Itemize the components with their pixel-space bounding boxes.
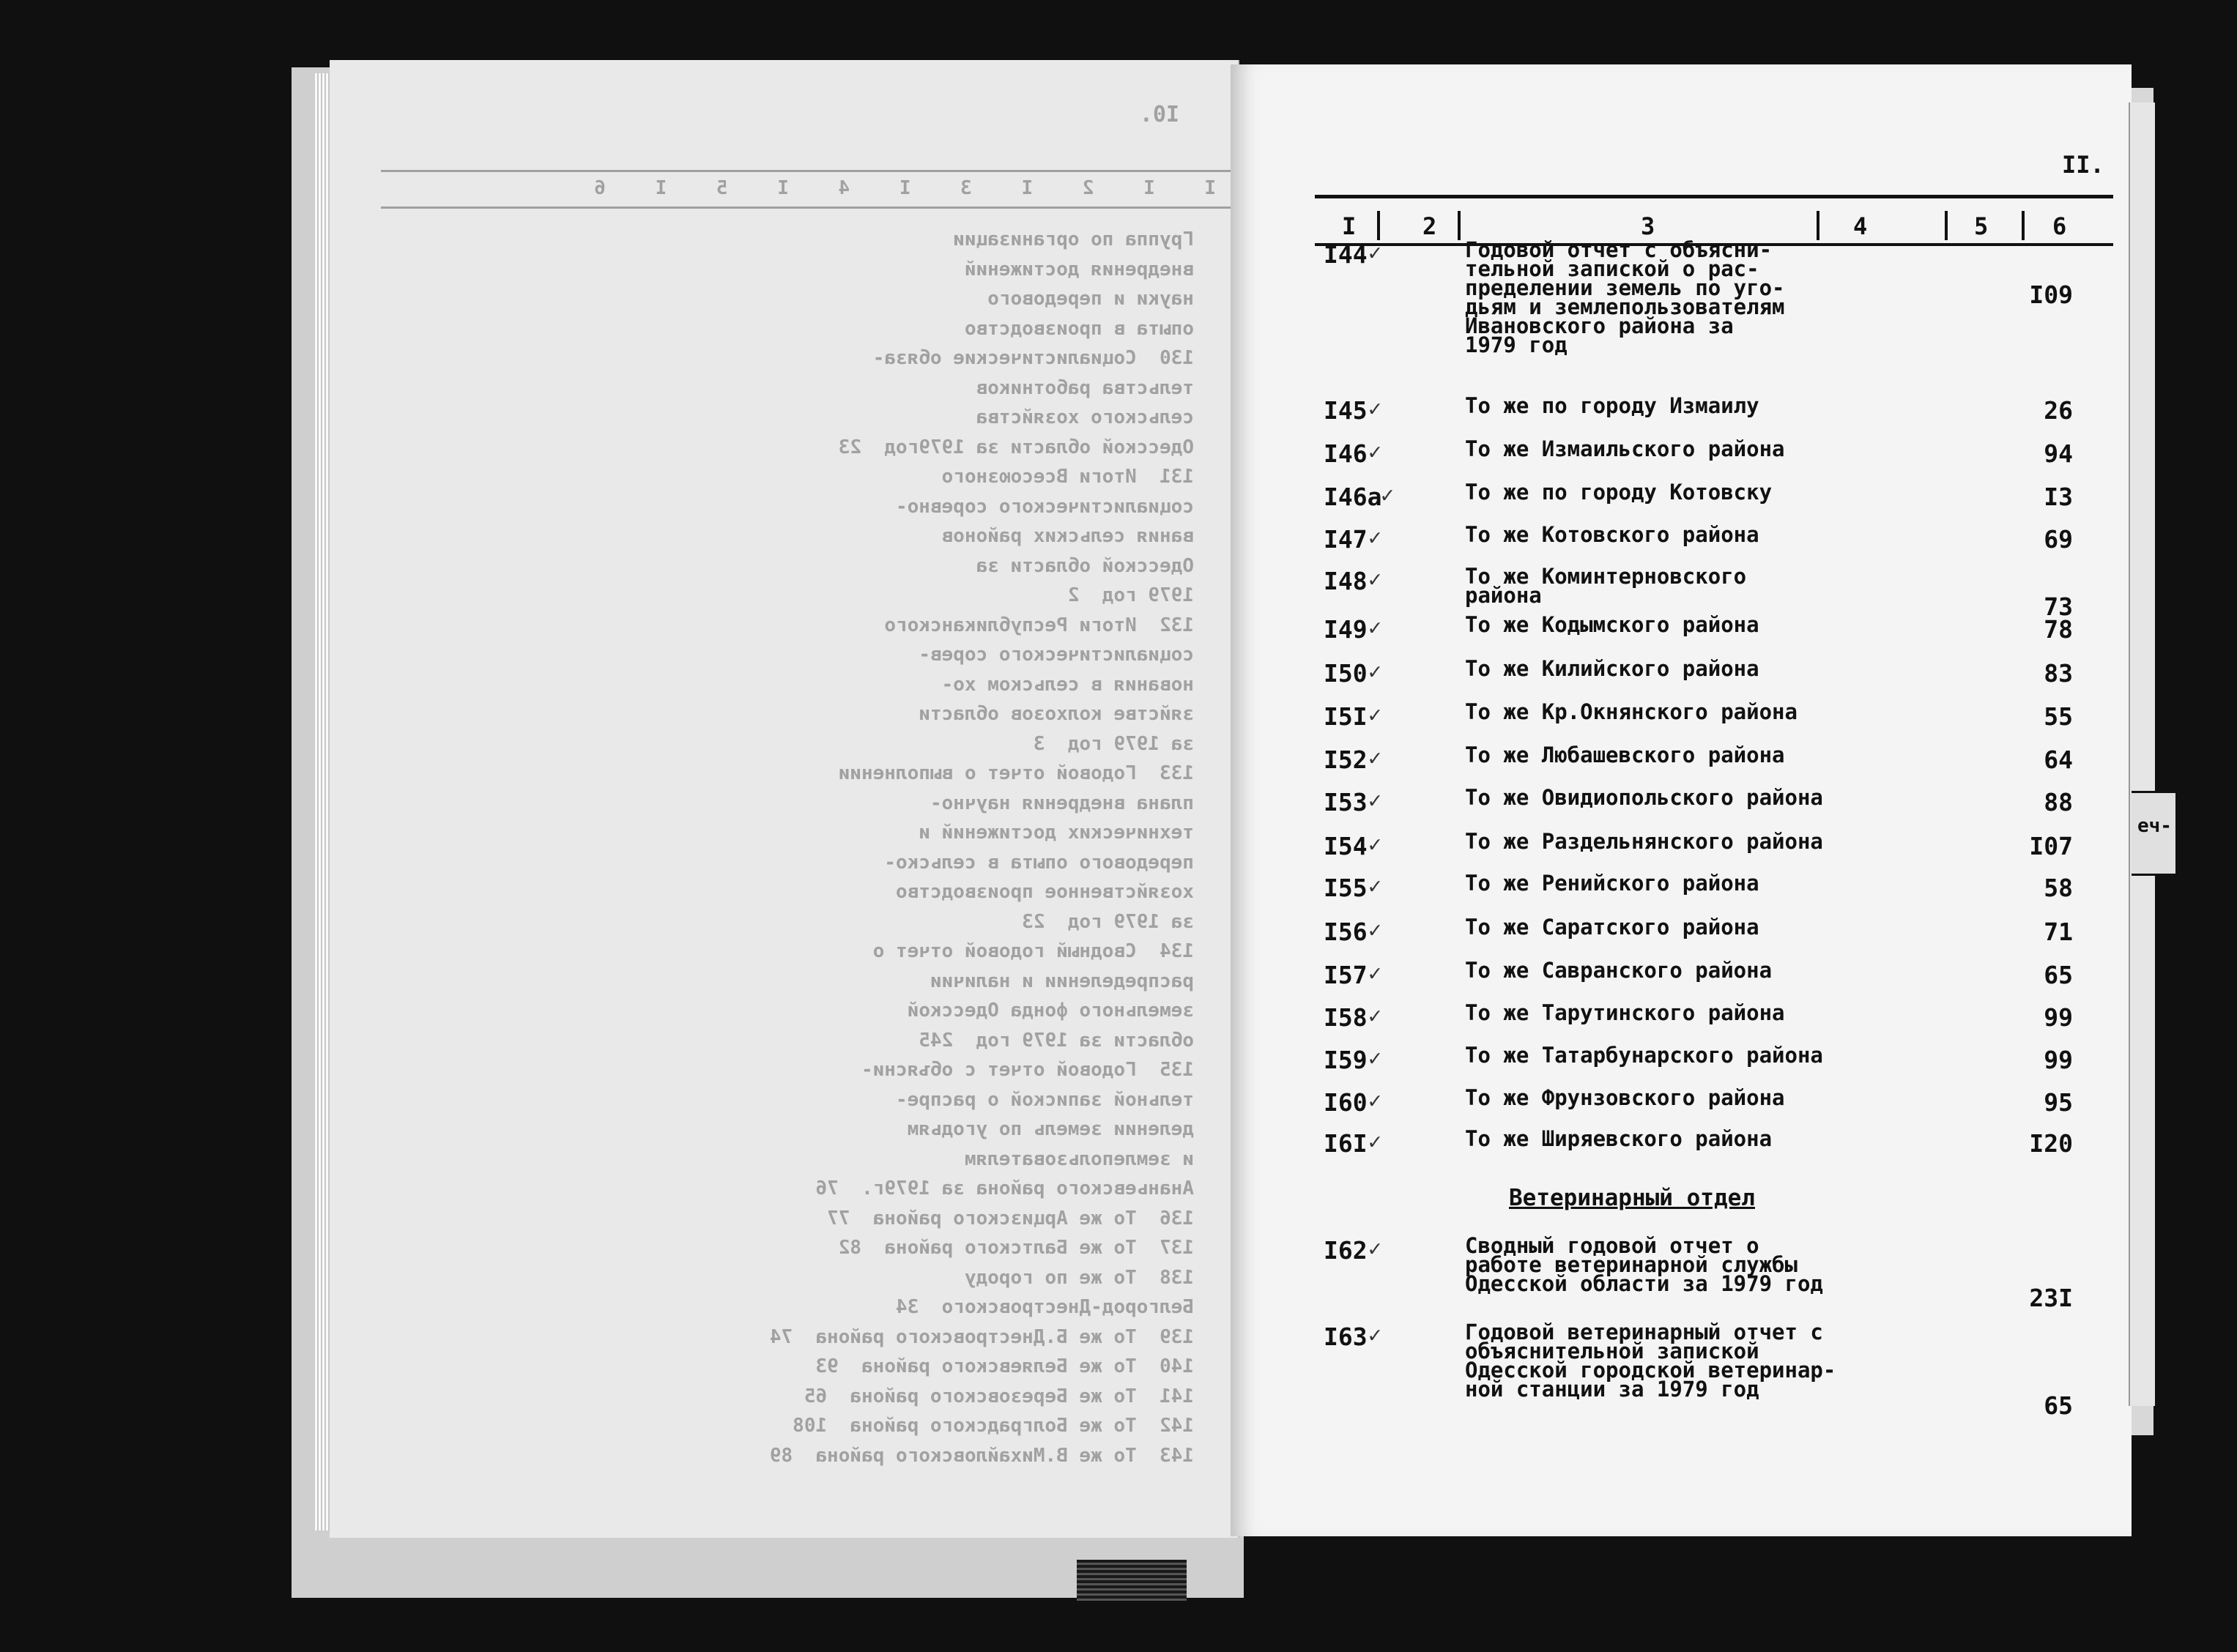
ghost-line: зяйстве колхозов области — [919, 703, 1194, 725]
entry-number: I49 — [1324, 615, 1368, 644]
ghost-line: 140 То же Беляевского района 93 — [815, 1355, 1194, 1377]
checkmark-icon: ✓ — [1368, 788, 1382, 814]
ghost-line: тельной запиской о распре- — [896, 1088, 1194, 1111]
sheet-count: 69 — [2044, 525, 2073, 554]
checkmark-icon: ✓ — [1368, 525, 1382, 551]
ghost-line: социалистического сорев- — [919, 644, 1194, 666]
entry-number: I57 — [1324, 961, 1368, 989]
ghost-line: тельства работников — [976, 376, 1194, 399]
col-sep — [1377, 211, 1380, 240]
checkmark-icon: ✓ — [1368, 1088, 1382, 1114]
sheet-count: 83 — [2044, 659, 2073, 688]
ghost-line: 131 Итоги Всесоюзного — [941, 466, 1194, 488]
entry-number: I62 — [1324, 1236, 1368, 1265]
col-header-4: 4 — [1853, 212, 1868, 240]
ghost-line: внедрения достижений — [964, 258, 1194, 280]
ghost-line: Одесской области за 1979год 23 — [838, 436, 1194, 458]
col-sep — [1817, 211, 1819, 240]
ghost-line: опыта в производство — [964, 317, 1194, 340]
left-page — [330, 60, 1239, 1538]
entry-number: I53 — [1324, 788, 1368, 816]
entry-description: То же Ширяевского района — [1465, 1126, 1773, 1151]
checkmark-icon: ✓ — [1368, 240, 1382, 266]
ghost-line: 137 То же Балтского района 82 — [838, 1237, 1194, 1259]
checkmark-icon: ✓ — [1368, 832, 1382, 857]
sheet-count: 99 — [2044, 1003, 2073, 1032]
checkmark-icon: ✓ — [1368, 702, 1382, 728]
checkmark-icon: ✓ — [1368, 439, 1382, 465]
entry-number: I44 — [1324, 240, 1368, 269]
entry-number: I47 — [1324, 525, 1368, 554]
ghost-line: и землепользователям — [964, 1147, 1194, 1170]
col-sep — [1945, 211, 1948, 240]
checkmark-icon: ✓ — [1368, 1322, 1382, 1348]
entry-number: I50 — [1324, 659, 1368, 688]
sheet-count: 65 — [2044, 1391, 2073, 1420]
col-sep — [2022, 211, 2025, 240]
col-header-6: 6 — [2052, 212, 2067, 240]
col-header-1: I — [1342, 212, 1357, 240]
entry-description: То же Ренийского района — [1465, 871, 1759, 896]
ghost-line: Ананьевского района за 1979г. 76 — [815, 1177, 1194, 1199]
ghost-line: плана внедрения научно- — [930, 792, 1194, 814]
ghost-line: 139 То же Б.Днестровского района 74 — [769, 1325, 1194, 1348]
ghost-line: за 1979 год 23 — [1022, 910, 1194, 933]
entry-number: I63 — [1324, 1322, 1368, 1351]
ghost-line: 143 То же В.Михайловского района 89 — [769, 1444, 1194, 1467]
entry-number: I45 — [1324, 396, 1368, 425]
ghost-line: передового опыта в сельско- — [884, 851, 1194, 874]
sheet-count: 94 — [2044, 439, 2073, 468]
sheet-count: I07 — [2029, 832, 2073, 860]
ghost-line: 136 То же Арцизского района 77 — [827, 1207, 1194, 1229]
ghost-line: технических достижений и — [919, 822, 1194, 844]
ghost-line: Одесской области за — [976, 554, 1194, 577]
ghost-line: Белгород-Днестровского 34 — [896, 1296, 1194, 1318]
entry-description: То же Килийского района — [1465, 656, 1759, 681]
entry-description: То же Саратского района — [1465, 915, 1759, 940]
sheet-count: 88 — [2044, 788, 2073, 816]
sheet-count: I09 — [2029, 280, 2073, 309]
entry-description: То же Котовского района — [1465, 522, 1759, 547]
col-header-5: 5 — [1974, 212, 1989, 240]
ghost-page-number: I0. — [1139, 102, 1179, 127]
col-sep — [1458, 211, 1461, 240]
entry-description: Годовой отчет с объясни- тельной запиской о рас- пределении земель по уго- дьям и землепользователям Ивановского района за 1979 год — [1465, 237, 1785, 357]
sheet-count: 58 — [2044, 874, 2073, 902]
section-title: Ветеринарный отдел — [1509, 1185, 1755, 1211]
sheet-count: 55 — [2044, 702, 2073, 731]
ghost-line: Группа по организации — [953, 228, 1194, 250]
entry-description: То же Савранского района — [1465, 958, 1773, 983]
checkmark-icon: ✓ — [1368, 396, 1382, 422]
entry-description: То же Овидиопольского района — [1465, 785, 1823, 810]
sheet-count: 23I — [2029, 1284, 2073, 1312]
page-number: II. — [2062, 151, 2104, 179]
ghost-line: социалистического соревно- — [896, 495, 1194, 518]
entry-number: I52 — [1324, 745, 1368, 774]
entry-description: То же по городу Котовску — [1465, 480, 1773, 505]
entry-number: I5I — [1324, 702, 1368, 731]
ghost-line: 141 То же Березовского района 65 — [804, 1385, 1194, 1407]
sheet-count: 71 — [2044, 918, 2073, 946]
entry-number: I59 — [1324, 1046, 1368, 1074]
entry-description: То же Кр.Окнянского района — [1465, 699, 1798, 724]
checkmark-icon: ✓ — [1368, 1046, 1382, 1071]
page-edge-strip — [2129, 103, 2155, 1406]
ghost-line: делении земель по угодьям — [907, 1118, 1194, 1140]
right-page — [1231, 64, 2132, 1536]
ghost-line: за 1979 год 3 — [1033, 732, 1194, 755]
checkmark-icon: ✓ — [1381, 483, 1395, 508]
entry-description: То же Тарутинского района — [1465, 1000, 1785, 1025]
sheet-count: 64 — [2044, 745, 2073, 774]
ghost-line: 133 Годовой отчет о выполнении — [838, 762, 1194, 784]
entry-number: I48 — [1324, 567, 1368, 595]
ghost-line: 135 Годовой отчет с объясни- — [861, 1059, 1194, 1081]
header-rule-top — [1315, 195, 2113, 198]
ghost-line: нования в сельском хо- — [941, 673, 1194, 696]
entry-number: I6I — [1324, 1129, 1368, 1158]
ghost-line: 130 Социалистические обяза- — [872, 347, 1194, 369]
col-header-3: 3 — [1641, 212, 1655, 240]
entry-description: То же Фрунзовского района — [1465, 1085, 1785, 1110]
inserted-sheet-tab: еч- — [2132, 791, 2175, 876]
book-spine — [1077, 1560, 1187, 1601]
checkmark-icon: ✓ — [1368, 1236, 1382, 1262]
ghost-line: вания сельских районов — [941, 525, 1194, 547]
bleed-through-text — [330, 60, 1238, 1538]
checkmark-icon: ✓ — [1368, 1129, 1382, 1155]
entry-number: I56 — [1324, 918, 1368, 946]
entry-number: I60 — [1324, 1088, 1368, 1117]
ghost-line: науки и передового — [987, 288, 1194, 310]
checkmark-icon: ✓ — [1368, 961, 1382, 986]
entry-description: То же Кодымского района — [1465, 612, 1759, 637]
sheet-count: 99 — [2044, 1046, 2073, 1074]
entry-description: То же Раздельнянского района — [1465, 829, 1823, 854]
checkmark-icon: ✓ — [1368, 745, 1382, 771]
ghost-line: распределении и наличии — [930, 970, 1194, 992]
entry-number: I54 — [1324, 832, 1368, 860]
sheet-count: 26 — [2044, 396, 2073, 425]
entry-description: То же по городу Измаилу — [1465, 393, 1759, 418]
checkmark-icon: ✓ — [1368, 659, 1382, 685]
checkmark-icon: ✓ — [1368, 918, 1382, 943]
entry-number: I58 — [1324, 1003, 1368, 1032]
entry-description: Сводный годовой отчет о работе ветеринарной службы Одесской области за 1979 год — [1465, 1233, 1823, 1296]
entry-description: То же Коминтерновского района — [1465, 564, 1747, 608]
ghost-line: земельного фонда Одесской — [907, 1000, 1194, 1022]
col-header-2: 2 — [1422, 212, 1437, 240]
entry-number: I55 — [1324, 874, 1368, 902]
ghost-line: 138 То же по городу — [964, 1266, 1194, 1289]
entry-description: То же Измаильского района — [1465, 436, 1785, 461]
ghost-line: 134 Сводный годовой отчет о — [872, 940, 1194, 962]
sheet-count: I20 — [2029, 1129, 2073, 1158]
checkmark-icon: ✓ — [1368, 615, 1382, 641]
ghost-line: хозяйственное производство — [896, 881, 1194, 903]
entry-description: То же Татарбунарского района — [1465, 1043, 1823, 1068]
entry-number: I46 — [1324, 439, 1368, 468]
sheet-count: I3 — [2044, 483, 2073, 511]
sheet-count: 65 — [2044, 961, 2073, 989]
ghost-line: области за 1979 год 245 — [919, 1029, 1194, 1052]
sheet-count: 73 — [2044, 592, 2073, 621]
checkmark-icon: ✓ — [1368, 1003, 1382, 1029]
ghost-line: 132 Итоги Республиканского — [884, 614, 1194, 636]
ghost-line: 142 То же Болградского района 108 — [793, 1415, 1194, 1437]
entry-number: I46а — [1324, 483, 1382, 511]
checkmark-icon: ✓ — [1368, 874, 1382, 899]
ghost-line: 1979 год 2 — [1067, 584, 1194, 606]
entry-description: То же Любашевского района — [1465, 743, 1785, 767]
ghost-header: I I 2 I 3 I 4 I 5 I 6 — [575, 177, 1216, 199]
sheet-count: 78 — [2044, 615, 2073, 644]
sheet-count: 95 — [2044, 1088, 2073, 1117]
checkmark-icon: ✓ — [1368, 567, 1382, 592]
ghost-line: сельского хозяйства — [976, 406, 1194, 428]
entry-description: Годовой ветеринарный отчет с объяснительной запиской Одесской городской ветеринар- ной станции за 1979 год — [1465, 1320, 1836, 1402]
